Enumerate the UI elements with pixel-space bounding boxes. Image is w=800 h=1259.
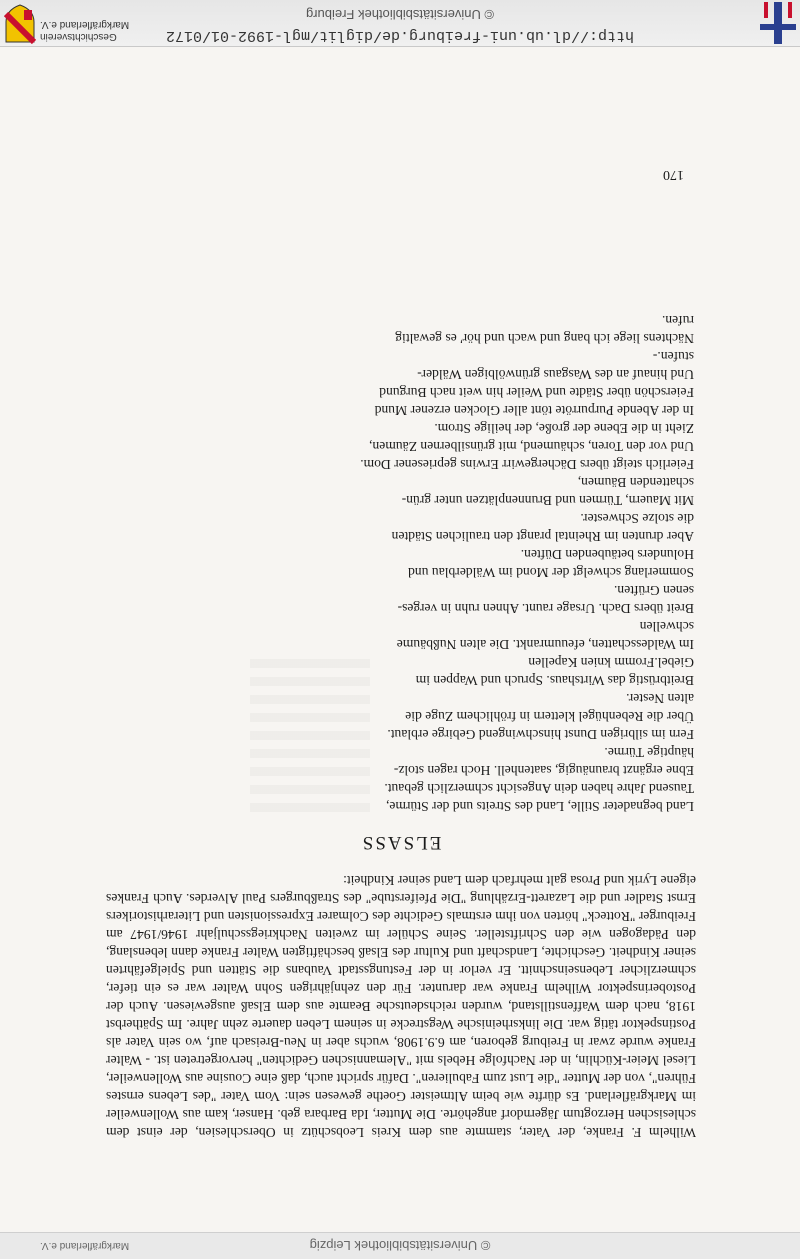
source-url-link[interactable]: http://dl.ub.uni-freiburg.de/diglit/mgl-1992-01/0172 xyxy=(165,27,635,44)
poem-line: schwellen xyxy=(639,619,694,634)
poem-line: Feierlich steigt übers Dächergewirr Erwins gepriesener Dom. xyxy=(360,457,694,472)
footer-society-name: Markgräflerland e.V. xyxy=(40,1240,130,1251)
poem-line: Aber drunten im Rheintal prangt den traulichen Städten xyxy=(391,529,694,544)
poem-line: Tausend Jahre haben dein Angesicht schmerzlich gebaut. xyxy=(384,781,694,796)
header-copyright: © Universitätsbibliothek Freiburg xyxy=(305,7,495,22)
poem-title: ELSASS xyxy=(360,832,442,853)
poem-line: Land begnadeter Stille, Land des Streits und der Stürme, xyxy=(385,799,694,814)
society-name-line-1: Geschichtsverein xyxy=(40,31,117,42)
coat-of-arms-icon xyxy=(4,4,36,44)
poem-line: die stolze Schwester. xyxy=(580,511,694,526)
poem-line: rufen. xyxy=(661,313,694,328)
society-name xyxy=(40,18,170,42)
biography-paragraph: Wilhelm F. Franke, der Vater, stammte aus dem Kreis Leobschütz in Oberschlesien, der einst dem schlesischen Herzogtum Jägerndorf angehörte. Die Mutter, Ida Barbara geb. Hanser, kam aus Wollenweiler im Markgräflerland. Es dürfte wie beim Altmeister Goethe gewesen sein: Vom Vater "des Lebens ernstes Führen", von der Mutter "die Lust zum Fabulieren". Dafür spricht auch, daß eine Cousine aus Wollenweiler, Liesel Meier-Küchlin, in der Nachfolge Hebels mit "Alemannischen Gedichten" hervorgetreten ist. - Walter Franke wurde zwar in Freiburg geboren, am 6.9.1908, wuchs aber in Neu-Breisach auf, wo sein Vater als Postinspektor tätig war. Die linksrheinische Wegstrecke in seinem Leben dauerte zehn Jahre. Im Spätherbst 1918, nach dem Waffenstillstand, wurden reichsdeutsche Beamte aus dem Elsaß ausgewiesen. Auch der Postoberinspektor Wilhelm Franke war darunter. Für den zehnjährigen Sohn Walter war es ein tiefer, schmerzlicher Lebenseinschnitt. Er verlor in der Festungsstadt Vaubans die Stätten und Spielgefährten seiner Kindheit. Geschichte, Landschaft und Kultur des Elsaß beschäftigten Walter Franke dann lebenslang, den Pädagogen wie den Schriftsteller. Seine Schüler im zweiten Nachkriegsschuljahr 1946/1947 am Freiburger "Rotteck" hörten von ihm erstmals Gedichte des Colmarer Expressionisten und Literarhistorikers Ernst Stadler und die Lazarett-Erzählung "Die Pfeiferstube" des Straßburgers Paul Alverdes. Auch Frankes eigene Lyrik und Prosa galt mehrfach dem Land seiner Kindheit: xyxy=(106,873,696,1140)
bottom-info-bar xyxy=(0,1232,800,1259)
poem-line: stufen.- xyxy=(652,349,694,364)
page-number: 170 xyxy=(663,167,684,182)
poem-line: Zieht in die Ebene der große, der heilige Strom. xyxy=(434,421,694,436)
poem-line: Nächtens liege ich bang und wach und hör' es gewaltig xyxy=(395,331,694,346)
poem-line: Und hinauf an des Wasgaus grünwölbigen Wälder- xyxy=(417,367,694,382)
poem-line: Giebel.Fromm knien Kapellen xyxy=(528,655,694,670)
poem-line: senen Grüften. xyxy=(613,583,694,598)
poem-line: Sommerlang schwelgt der Mond im Wälderblau und xyxy=(408,565,694,580)
poem-line: Über die Rebenhügel klettern in fröhlichem Zuge die xyxy=(405,709,694,724)
poem-line: In der Abende Purpurröte tönt aller Glocken erzener Mund xyxy=(374,403,694,418)
poem-line: Mit Mauern, Türmen und Brunnenplätzen unter grün- xyxy=(401,493,694,508)
poem-line: Breit übers Dach. Ursage raunt. Ahnen ruhn in verges- xyxy=(397,601,694,616)
poem-line: Feierschön über Städte und Weiler hin weit nach Burgund xyxy=(379,385,694,400)
society-name-line-2: Markgräflerland e.V. xyxy=(40,19,130,30)
top-info-bar xyxy=(0,0,800,47)
poem xyxy=(106,311,696,815)
poem-line: häuptige Türme. xyxy=(604,745,694,760)
poem-line: Im Waldesschatten, efeuumrankt. Die alten Nußbäume xyxy=(396,637,694,652)
poem-line: Breitbrüstig das Wirtshaus. Spruch und Wappen im xyxy=(415,673,694,688)
footer-copyright: © Universitätsbibliothek Leipzig xyxy=(309,1238,491,1253)
poem-line: alten Nester. xyxy=(626,691,694,706)
poem-line: Holunders betäubenden Düften. xyxy=(520,547,694,562)
poem-line: Und vor den Toren, schäumend, mit grünsilbernen Zäumen, xyxy=(369,439,694,454)
poem-line: Fern im silbrigen Dunst hinschwingend Gebirge erblaut. xyxy=(387,727,694,742)
document-body xyxy=(106,311,696,1141)
poem-line: Ebne ergänzt braunäugig, saatenhell. Hoch ragen stolz- xyxy=(393,763,694,778)
poem-line: schattenden Bäumen, xyxy=(577,475,694,490)
